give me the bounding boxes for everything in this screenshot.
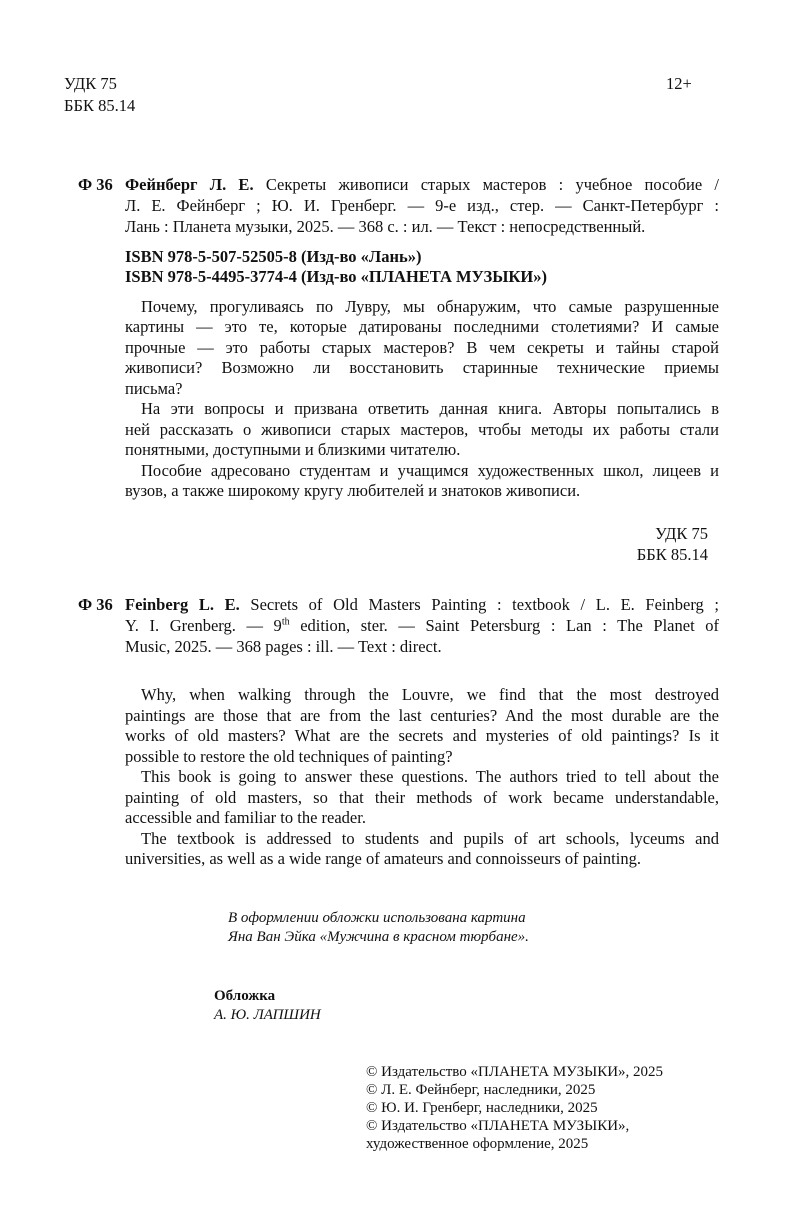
en-classification-code: Ф 36 [78,595,113,614]
en-abstract-line: painting of old masters, so that their methods of work became understandable, [125,788,719,807]
ru-entry-line-1 [125,175,719,196]
en-edition-sup: th [281,616,290,628]
en-entry-line-2 [125,616,719,637]
copyright-line: © Издательство «ПЛАНЕТА МУЗЫКИ», 2025 [366,1064,664,1080]
en-abstract-line: universities, as well as a wide range of amateurs and connoisseurs of painting. [125,849,641,868]
en-abstract-line: This book is going to answer these questions. The authors tried to tell about the [141,767,719,786]
age-rating: 12+ [666,74,692,93]
ru-abstract-line: вузов, а также широкому кругу любителей и знатоков живописи. [125,481,581,500]
copyright-line: © Издательство «ПЛАНЕТА МУЗЫКИ», [366,1118,630,1134]
en-abstract-line: works of old masters? What are the secrets and mysteries of old paintings? Is it [125,726,719,745]
header-bbk: ББК 85.14 [64,96,136,115]
ru-abstract-line: На эти вопросы и призвана ответить данная книга. Авторы попытались в [141,399,719,418]
en-entry-line-2b: edition, ster. — Saint Petersburg : Lan : The Planet of [289,616,719,635]
copyright-line: © Л. Е. Фейнберг, наследники, 2025 [366,1082,596,1098]
en-author: Feinberg L. E. [125,595,240,614]
ru-isbn-1: ISBN 978-5-507-52505-8 (Изд-во «Лань») [125,247,422,266]
ru-entry-line-2: Л. Е. Фейнберг ; Ю. И. Гренберг. — 9-е изд., стер. — Санкт-Петербург : [125,196,719,215]
en-abstract-line: possible to restore the old techniques of painting? [125,747,453,766]
ru-abstract-line: ней рассказать о живописи старых мастеров, чтобы методы их работы стали [125,420,719,439]
en-entry-line-3: Music, 2025. — 368 pages : ill. — Text : direct. [125,637,442,656]
copyright-line: © Ю. И. Гренберг, наследники, 2025 [366,1100,598,1116]
cover-label: Обложка [214,988,276,1004]
en-entry-line-1 [125,595,719,616]
ru-udk: УДК 75 [655,524,708,543]
ru-title: Секреты живописи старых мастеров : учебное пособие / [265,175,720,194]
copyright-line: художественное оформление, 2025 [366,1136,589,1152]
en-title: Secrets of Old Masters Painting : textbook / L. E. Feinberg ; [250,595,720,614]
ru-abstract-line: прочные — это работы старых мастеров? В чем секреты и тайны старой [125,338,719,357]
en-abstract-line: accessible and familiar to the reader. [125,808,366,827]
ru-bbk: ББК 85.14 [636,545,708,564]
en-abstract-line: Why, when walking through the Louvre, we find that the most destroyed [141,685,719,704]
cover-note-line-1: В оформлении обложки использована картина [228,910,526,926]
en-abstract-line: paintings are those that are from the last centuries? And the most durable are the [125,706,719,725]
ru-isbn-2: ISBN 978-5-4495-3774-4 (Изд-во «ПЛАНЕТА МУЗЫКИ») [125,267,547,286]
ru-entry-line-3: Лань : Планета музыки, 2025. — 368 с. : ил. — Текст : непосредственный. [125,217,646,236]
en-entry-line-2a: Y. I. Grenberg. — 9 [125,616,282,635]
cover-artist: А. Ю. ЛАПШИН [214,1007,321,1023]
ru-abstract-line: понятными, доступными и близкими читателю. [125,440,461,459]
en-abstract-line: The textbook is addressed to students and pupils of art schools, lyceums and [141,829,719,848]
ru-abstract-line: картины — это те, которые датированы последними столетиями? И самые [125,317,719,336]
header-udk: УДК 75 [64,74,117,93]
ru-abstract-line: Почему, прогуливаясь по Лувру, мы обнаружим, что самые разрушенные [141,297,719,316]
ru-abstract-line: Пособие адресовано студентам и учащимся художественных школ, лицеев и [141,461,719,480]
cover-note-line-2: Яна Ван Эйка «Мужчина в красном тюрбане». [228,929,529,945]
ru-author: Фейнберг Л. Е. [125,175,254,194]
ru-abstract-line: письма? [125,379,183,398]
ru-classification-code: Ф 36 [78,175,113,194]
ru-abstract-line: живописи? Возможно ли восстановить старинные технические приемы [125,358,719,377]
